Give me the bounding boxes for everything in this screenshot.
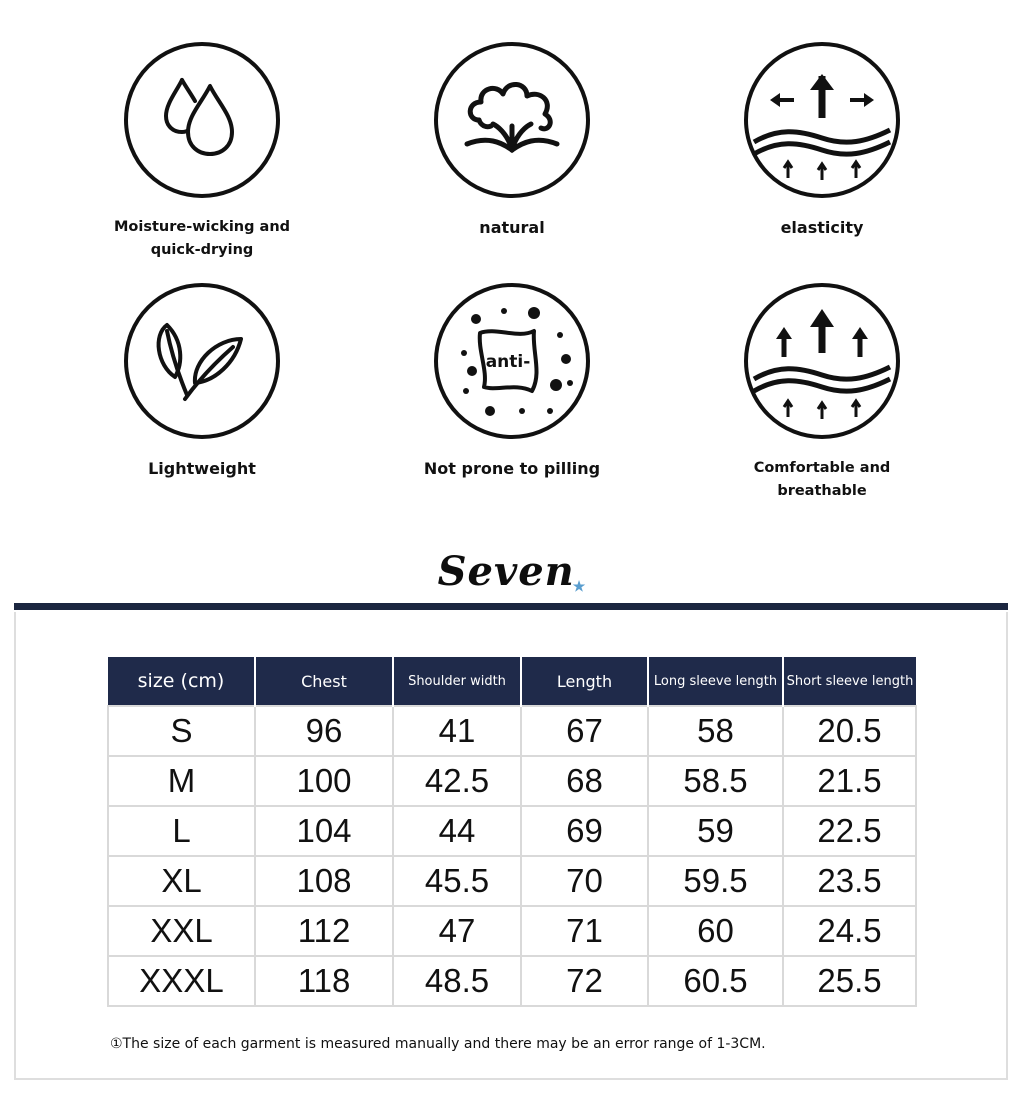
header-bar <box>14 603 1008 610</box>
long-sleeve-cell: 59 <box>648 806 783 856</box>
table-row <box>108 856 916 906</box>
chest-cell: 108 <box>255 856 393 906</box>
feature-icon-circle <box>744 283 900 439</box>
length-cell: 69 <box>521 806 648 856</box>
feature-anti-pilling <box>362 283 662 480</box>
long-sleeve-cell: 60 <box>648 906 783 956</box>
long-sleeve-cell: 60.5 <box>648 956 783 1006</box>
shoulder-cell: 48.5 <box>393 956 521 1006</box>
cotton-plant-icon <box>457 70 567 170</box>
length-cell: 68 <box>521 756 648 806</box>
column-header-size: size (cm) <box>108 657 255 706</box>
column-header-short-sleeve: Short sleeve length <box>783 657 916 706</box>
shoulder-cell: 41 <box>393 706 521 756</box>
brand-name: Seven <box>437 548 575 595</box>
short-sleeve-cell: 21.5 <box>783 756 916 806</box>
short-sleeve-cell: 20.5 <box>783 706 916 756</box>
feature-label: Moisture-wicking and quick-drying <box>113 219 291 258</box>
long-sleeve-cell: 59.5 <box>648 856 783 906</box>
chest-cell: 112 <box>255 906 393 956</box>
water-drops-icon <box>152 70 252 170</box>
length-cell: 71 <box>521 906 648 956</box>
feature-label: Not prone to pilling <box>423 459 601 478</box>
chest-cell: 100 <box>255 756 393 806</box>
size-cell: L <box>108 806 255 856</box>
shoulder-cell: 47 <box>393 906 521 956</box>
column-header-chest: Chest <box>255 657 393 706</box>
table-row <box>108 956 916 1006</box>
table-header-row <box>108 657 916 706</box>
feature-icon-circle <box>744 42 900 198</box>
feature-icon-circle <box>124 283 280 439</box>
short-sleeve-cell: 25.5 <box>783 956 916 1006</box>
feature-icon-circle <box>124 42 280 198</box>
feature-natural <box>362 42 662 239</box>
chest-cell: 96 <box>255 706 393 756</box>
short-sleeve-cell: 22.5 <box>783 806 916 856</box>
feature-icon-circle <box>434 42 590 198</box>
short-sleeve-cell: 23.5 <box>783 856 916 906</box>
size-cell: XXL <box>108 906 255 956</box>
feature-label: Lightweight <box>148 459 256 478</box>
shoulder-cell: 42.5 <box>393 756 521 806</box>
shoulder-cell: 44 <box>393 806 521 856</box>
size-cell: M <box>108 756 255 806</box>
length-cell: 72 <box>521 956 648 1006</box>
shoulder-cell: 45.5 <box>393 856 521 906</box>
chest-cell: 104 <box>255 806 393 856</box>
brand-logo <box>0 548 1024 595</box>
feathers-icon <box>147 311 257 411</box>
size-cell: XXXL <box>108 956 255 1006</box>
column-header-length: Length <box>521 657 648 706</box>
length-cell: 67 <box>521 706 648 756</box>
feature-moisture-wicking <box>52 42 352 262</box>
star-icon: ★ <box>572 579 587 595</box>
feature-label: elasticity <box>780 218 864 237</box>
table-row <box>108 756 916 806</box>
feature-icon-circle <box>434 283 590 439</box>
column-header-shoulder: Shoulder width <box>393 657 521 706</box>
size-table <box>107 657 917 1007</box>
measurement-note: ①The size of each garment is measured manually and there may be an error range of 1-3CM. <box>110 1036 766 1052</box>
feature-elasticity <box>672 42 972 239</box>
feature-breathable <box>672 283 972 503</box>
size-cell: XL <box>108 856 255 906</box>
breathable-arrows-icon <box>748 287 896 435</box>
feature-lightweight <box>52 283 352 480</box>
anti-pilling-icon <box>438 287 586 435</box>
feature-label: natural <box>479 218 545 237</box>
short-sleeve-cell: 24.5 <box>783 906 916 956</box>
table-row <box>108 906 916 956</box>
table-row <box>108 706 916 756</box>
table-row <box>108 806 916 856</box>
long-sleeve-cell: 58.5 <box>648 756 783 806</box>
size-cell: S <box>108 706 255 756</box>
long-sleeve-cell: 58 <box>648 706 783 756</box>
anti-label: anti- <box>485 352 531 372</box>
feature-label: Comfortable and breathable <box>753 460 891 499</box>
chest-cell: 118 <box>255 956 393 1006</box>
length-cell: 70 <box>521 856 648 906</box>
column-header-long-sleeve: Long sleeve length <box>648 657 783 706</box>
feature-grid <box>0 0 1024 540</box>
stretch-arrows-icon <box>748 46 896 194</box>
